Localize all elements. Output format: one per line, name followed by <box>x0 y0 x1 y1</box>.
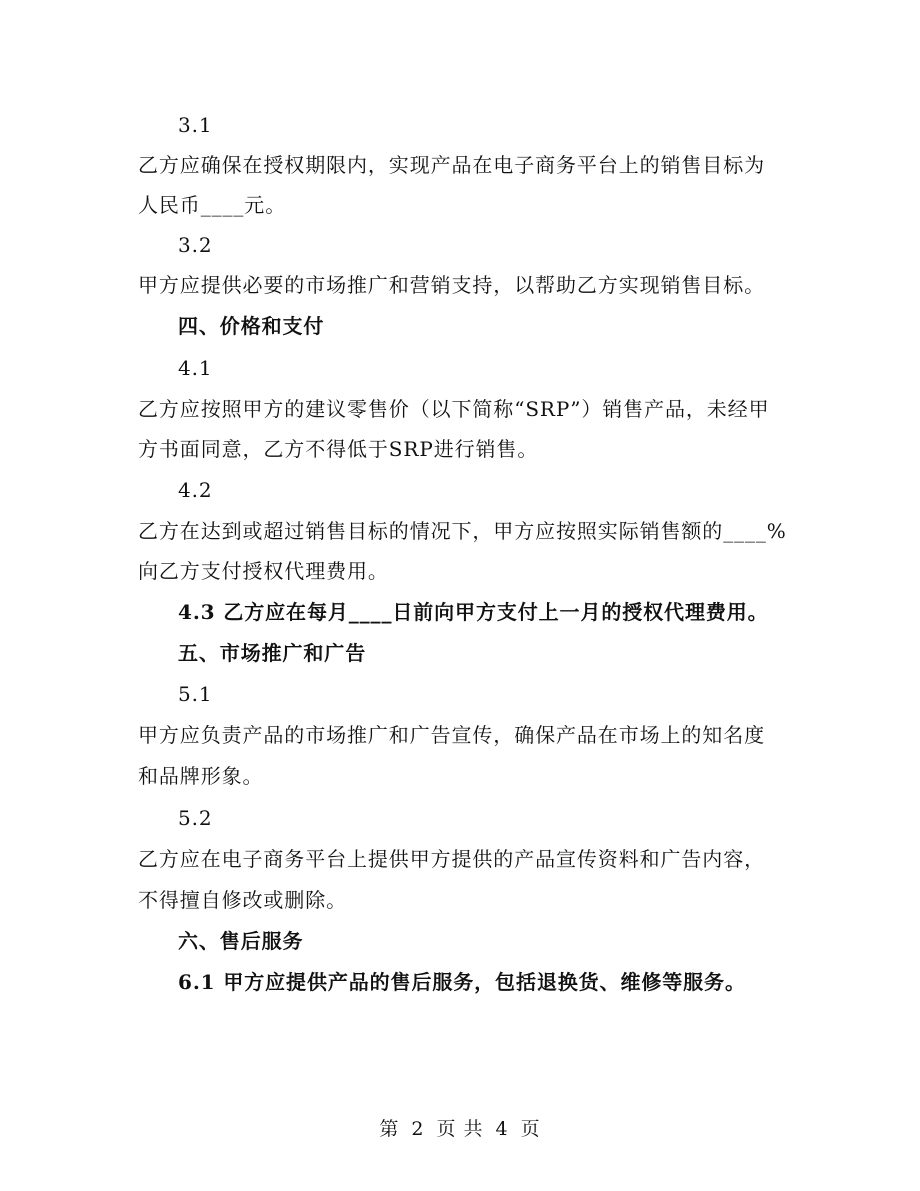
clause-3-2-text: 甲方应提供必要的市场推广和营销支持，以帮助乙方实现销售目标。 <box>138 273 765 297</box>
clause-5-1-number: 5.1 <box>178 682 213 706</box>
clause-4-2-text-line-2: 向乙方支付授权代理费用。 <box>138 559 389 583</box>
footer-middle: 页 共 <box>436 1118 484 1140</box>
clause-4-2-number: 4.2 <box>178 478 213 502</box>
clause-4-1-text-line-2: 方书面同意，乙方不得低于SRP进行销售。 <box>138 437 539 461</box>
footer-prefix: 第 <box>379 1118 400 1140</box>
section-5-heading: 五、市场推广和广告 <box>178 641 367 665</box>
clause-5-2-text-line-1: 乙方应在电子商务平台上提供甲方提供的产品宣传资料和广告内容， <box>138 847 765 871</box>
clause-4-1-number: 4.1 <box>178 356 213 380</box>
clause-5-2-number: 5.2 <box>178 806 213 830</box>
clause-3-1-number: 3.1 <box>178 113 213 137</box>
section-4-heading: 四、价格和支付 <box>178 314 325 338</box>
clause-4-2-text-line-1: 乙方在达到或超过销售目标的情况下，甲方应按照实际销售额的____% <box>138 519 787 543</box>
clause-3-1-text-line-2: 人民币____元。 <box>138 193 287 217</box>
clause-5-1-text-line-2: 和品牌形象。 <box>138 764 264 788</box>
clause-3-1-text-line-1: 乙方应确保在授权期限内，实现产品在电子商务平台上的销售目标为 <box>138 153 765 177</box>
clause-5-1-text-line-1: 甲方应负责产品的市场推广和广告宣传，确保产品在市场上的知名度 <box>138 723 765 747</box>
clause-5-2-text-line-2: 不得擅自修改或删除。 <box>138 888 347 912</box>
clause-3-2-number: 3.2 <box>178 233 213 257</box>
footer-total-pages: 4 <box>495 1118 509 1140</box>
footer-suffix: 页 <box>520 1118 541 1140</box>
section-6-heading: 六、售后服务 <box>178 929 304 953</box>
footer-current-page: 2 <box>411 1118 425 1140</box>
page-footer <box>0 1114 920 1141</box>
clause-6-1: 6.1 甲方应提供产品的售后服务，包括退换货、维修等服务。 <box>178 970 746 994</box>
clause-4-3: 4.3 乙方应在每月____日前向甲方支付上一月的授权代理费用。 <box>178 600 769 624</box>
clause-4-1-text-line-1: 乙方应按照甲方的建议零售价（以下简称“SRP”）销售产品，未经甲 <box>138 397 770 421</box>
